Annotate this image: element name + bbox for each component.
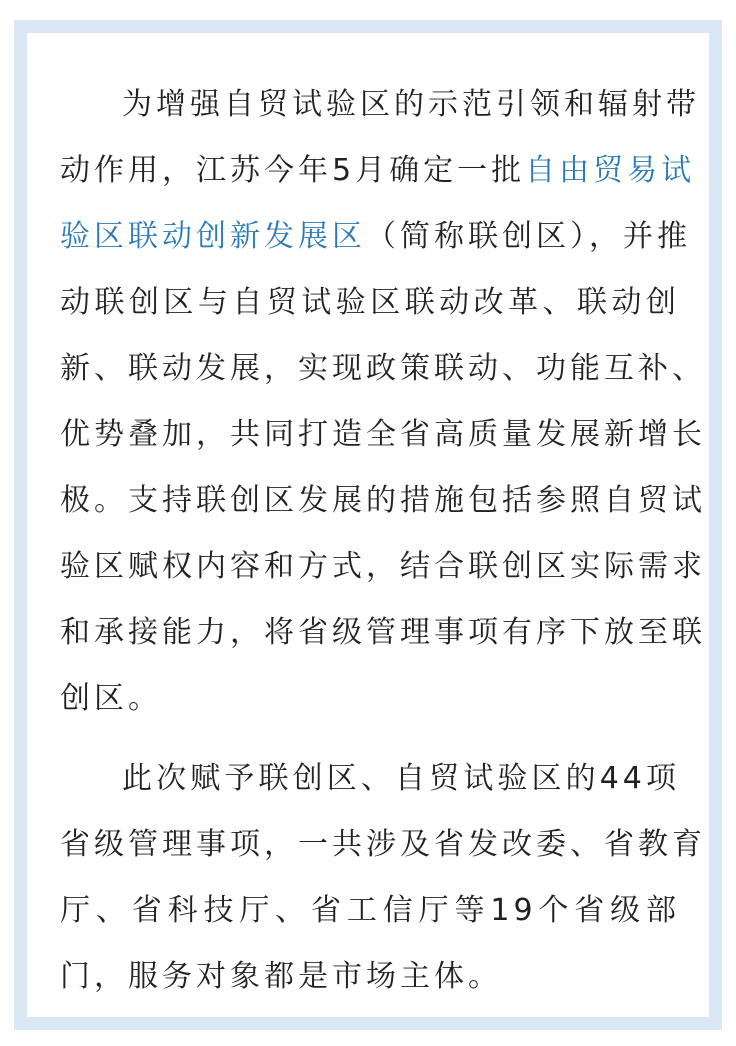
text-line [60,666,680,732]
text-span: 为增强自贸试验区的示范引领和辐射带 [122,87,700,122]
text-line [60,534,706,600]
text-line [60,204,691,270]
text-line [60,138,696,204]
text-line [60,402,706,468]
paragraph-2 [60,746,706,1010]
text-line [60,468,706,534]
text-span: 门，服务对象都是市场主体。 [60,959,502,994]
text-line [60,878,680,944]
text-span: 新、联动发展，实现政策联动、功能互补、 [60,351,706,386]
text-span: 验区赋权内容和方式，结合联创区实际需求 [60,549,706,584]
text-line [60,600,706,666]
paragraph-1 [60,72,706,732]
text-span: 创区。 [60,681,162,716]
text-line [60,746,680,812]
text-span: 动作用，江苏今年5月确定一批 [60,153,526,188]
text-span: （简称联创区），并推 [366,219,691,254]
text-line [60,72,700,138]
text-span: 此次赋予联创区、自贸试验区的44项 [122,761,680,796]
text-line [60,336,706,402]
text-span: 和承接能力，将省级管理事项有序下放至联 [60,615,706,650]
text-span: 厅、省科技厅、省工信厅等19个省级部 [60,893,680,928]
text-line [60,812,706,878]
text-line [60,270,680,336]
highlight-link-text: 自由贸易试 [525,153,696,188]
text-span: 省级管理事项，一共涉及省发改委、省教育 [60,827,706,862]
article-body [60,72,706,1010]
text-span: 优势叠加，共同打造全省高质量发展新增长 [60,417,706,452]
text-span: 极。支持联创区发展的措施包括参照自贸试 [60,483,706,518]
text-span: 动联创区与自贸试验区联动改革、联动创 [60,285,680,320]
highlight-link-text: 验区联动创新发展区 [60,219,366,254]
text-line [60,944,680,1010]
